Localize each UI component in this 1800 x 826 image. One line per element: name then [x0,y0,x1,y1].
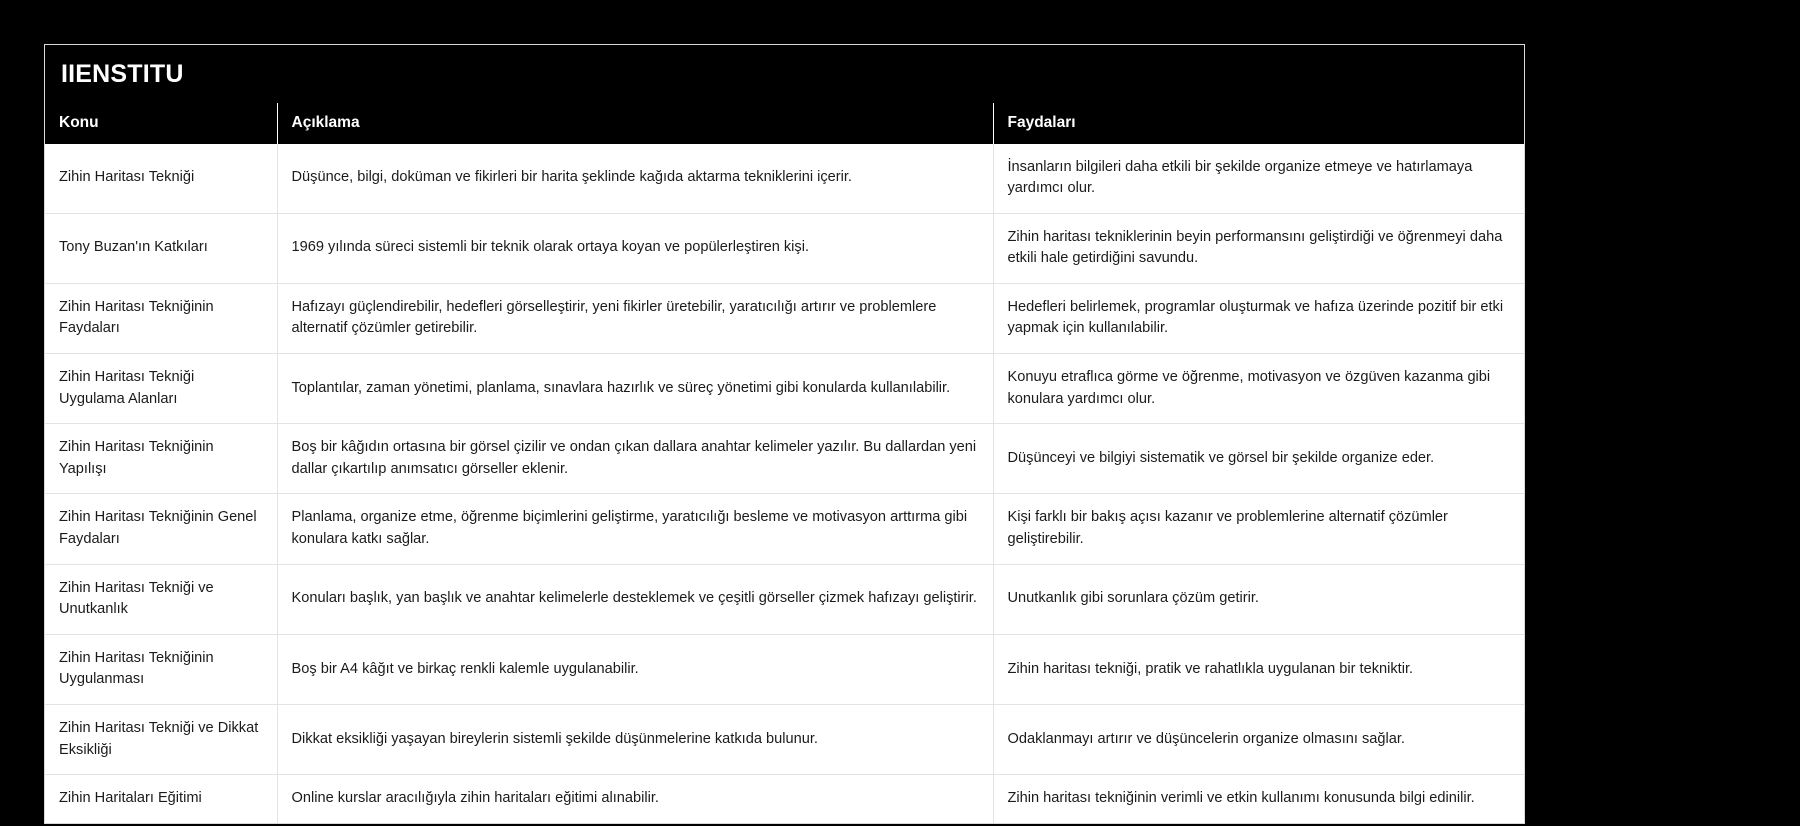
cell-faydalari: Odaklanmayı artırır ve düşüncelerin organize olmasını sağlar. [993,705,1524,775]
table-row [45,705,1524,775]
table-row [45,354,1524,424]
table-row [45,564,1524,634]
table-head [45,103,1524,144]
cell-aciklama: Boş bir kâğıdın ortasına bir görsel çizilir ve ondan çıkan dallara anahtar kelimeler yazılır. Bu dallardan yeni dallar çıkartılıp anımsatıcı görseller eklenir. [277,424,993,494]
table-row [45,494,1524,564]
table-row [45,424,1524,494]
table-body [45,144,1524,823]
cell-faydalari: İnsanların bilgileri daha etkili bir şekilde organize etmeye ve hatırlamaya yardımcı olur. [993,144,1524,214]
brand-title: IIENSTITU [61,60,184,88]
cell-konu: Zihin Haritası Tekniğinin Faydaları [45,283,277,353]
cell-aciklama: Boş bir A4 kâğıt ve birkaç renkli kalemle uygulanabilir. [277,634,993,704]
cell-konu: Zihin Haritası Tekniğinin Uygulanması [45,634,277,704]
cell-faydalari: Kişi farklı bir bakış açısı kazanır ve problemlerine alternatif çözümler geliştirebilir. [993,494,1524,564]
cell-aciklama: Düşünce, bilgi, doküman ve fikirleri bir harita şeklinde kağıda aktarma tekniklerini içerir. [277,144,993,214]
cell-faydalari: Düşünceyi ve bilgiyi sistematik ve görsel bir şekilde organize eder. [993,424,1524,494]
cell-konu: Zihin Haritası Tekniği ve Unutkanlık [45,564,277,634]
brand-header [45,45,1524,103]
column-header-aciklama: Açıklama [277,103,993,144]
cell-konu: Zihin Haritası Tekniğinin Yapılışı [45,424,277,494]
table-header-row [45,103,1524,144]
cell-faydalari: Konuyu etraflıca görme ve öğrenme, motivasyon ve özgüven kazanma gibi konulara yardımcı olur. [993,354,1524,424]
column-header-faydalari: Faydaları [993,103,1524,144]
cell-konu: Tony Buzan'ın Katkıları [45,213,277,283]
cell-konu: Zihin Haritaları Eğitimi [45,775,277,823]
cell-faydalari: Unutkanlık gibi sorunlara çözüm getirir. [993,564,1524,634]
cell-aciklama: Planlama, organize etme, öğrenme biçimlerini geliştirme, yaratıcılığı besleme ve motivasyon arttırma gibi konulara katkı sağlar. [277,494,993,564]
table-row [45,634,1524,704]
mind-map-table [45,103,1524,823]
table-row [45,283,1524,353]
cell-aciklama: Toplantılar, zaman yönetimi, planlama, sınavlara hazırlık ve süreç yönetimi gibi konularda kullanılabilir. [277,354,993,424]
content-card [44,44,1525,824]
cell-aciklama: 1969 yılında süreci sistemli bir teknik olarak ortaya koyan ve popülerleştiren kişi. [277,213,993,283]
cell-aciklama: Hafızayı güçlendirebilir, hedefleri görselleştirir, yeni fikirler üretebilir, yaratıcılığı artırır ve problemlere alternatif çözümler getirebilir. [277,283,993,353]
table-row [45,144,1524,214]
cell-konu: Zihin Haritası Tekniği [45,144,277,214]
cell-faydalari: Zihin haritası tekniklerinin beyin performansını geliştirdiği ve öğrenmeyi daha etkili hale getirdiğini savundu. [993,213,1524,283]
cell-aciklama: Dikkat eksikliği yaşayan bireylerin sistemli şekilde düşünmelerine katkıda bulunur. [277,705,993,775]
table-row [45,213,1524,283]
cell-aciklama: Konuları başlık, yan başlık ve anahtar kelimelerle desteklemek ve çeşitli görseller çizmek hafızayı geliştirir. [277,564,993,634]
cell-konu: Zihin Haritası Tekniğinin Genel Faydaları [45,494,277,564]
column-header-konu: Konu [45,103,277,144]
cell-faydalari: Hedefleri belirlemek, programlar oluşturmak ve hafıza üzerinde pozitif bir etki yapmak için kullanılabilir. [993,283,1524,353]
cell-konu: Zihin Haritası Tekniği Uygulama Alanları [45,354,277,424]
cell-faydalari: Zihin haritası tekniğinin verimli ve etkin kullanımı konusunda bilgi edinilir. [993,775,1524,823]
table-row [45,775,1524,823]
cell-konu: Zihin Haritası Tekniği ve Dikkat Eksikliği [45,705,277,775]
cell-faydalari: Zihin haritası tekniği, pratik ve rahatlıkla uygulanan bir tekniktir. [993,634,1524,704]
cell-aciklama: Online kurslar aracılığıyla zihin haritaları eğitimi alınabilir. [277,775,993,823]
